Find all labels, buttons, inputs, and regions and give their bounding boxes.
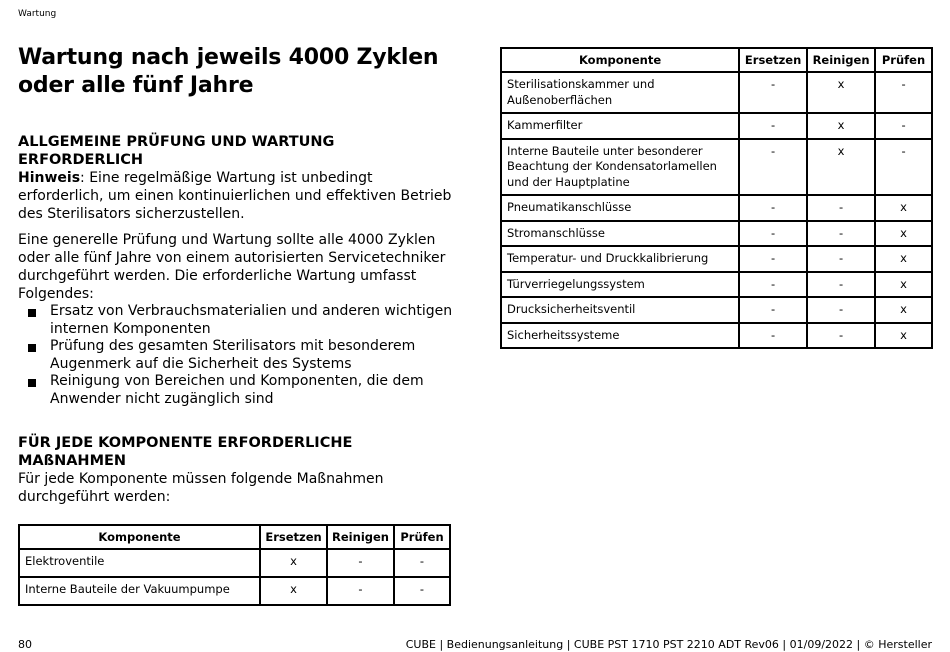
- action-mark-cell: -: [875, 113, 932, 139]
- action-mark-cell: -: [739, 139, 807, 196]
- component-name-cell: Pneumatikanschlüsse: [501, 195, 739, 221]
- note-text: : Eine regelmäßige Wartung ist unbedingt erforderlich, um einen kontinuierlichen und effektiven Betrieb des Sterilisators sicherzustellen.: [18, 170, 452, 222]
- component-name-cell: Türverriegelungssystem: [501, 272, 739, 298]
- action-mark-cell: x: [875, 195, 932, 221]
- table-row: [501, 272, 932, 298]
- action-mark-cell: -: [807, 221, 875, 247]
- note-label: Hinweis: [18, 170, 81, 186]
- action-mark-cell: x: [260, 577, 327, 605]
- table-body: [19, 549, 450, 605]
- col-header-replace: Ersetzen: [260, 525, 327, 549]
- col-header-check: Prüfen: [875, 48, 932, 72]
- action-mark-cell: -: [739, 72, 807, 113]
- action-mark-cell: -: [327, 577, 394, 605]
- action-mark-cell: x: [807, 72, 875, 113]
- action-mark-cell: x: [875, 221, 932, 247]
- action-mark-cell: -: [394, 577, 450, 605]
- action-mark-cell: -: [739, 323, 807, 349]
- action-mark-cell: x: [260, 549, 327, 577]
- table-row: [501, 139, 932, 196]
- table-row: [501, 323, 932, 349]
- list-item: [50, 303, 453, 338]
- running-header: Wartung: [18, 9, 57, 19]
- action-mark-cell: -: [807, 246, 875, 272]
- component-name-cell: Sicherheitssysteme: [501, 323, 739, 349]
- col-header-replace: Ersetzen: [739, 48, 807, 72]
- action-mark-cell: -: [739, 246, 807, 272]
- action-mark-cell: -: [875, 72, 932, 113]
- col-header-clean: Reinigen: [327, 525, 394, 549]
- bullet-square-icon: [28, 344, 36, 352]
- action-mark-cell: -: [739, 272, 807, 298]
- action-mark-cell: -: [739, 113, 807, 139]
- page-number: 80: [18, 638, 32, 651]
- action-mark-cell: -: [807, 297, 875, 323]
- bullet-square-icon: [28, 309, 36, 317]
- table-row: [501, 113, 932, 139]
- component-table-right: [500, 47, 933, 349]
- table-row: [501, 246, 932, 272]
- list-item-text: Prüfung des gesamten Sterilisators mit besonderem Augenmerk auf die Sicherheit des Systems: [50, 338, 416, 372]
- col-header-check: Prüfen: [394, 525, 450, 549]
- action-mark-cell: x: [807, 139, 875, 196]
- table-row: [19, 549, 450, 577]
- col-header-clean: Reinigen: [807, 48, 875, 72]
- table-row: [19, 577, 450, 605]
- list-item: [50, 373, 453, 408]
- table-row: [501, 297, 932, 323]
- action-mark-cell: x: [875, 297, 932, 323]
- component-name-cell: Sterilisationskammer und Außenoberflächen: [501, 72, 739, 113]
- table-row: [501, 72, 932, 113]
- component-name-cell: Elektroventile: [19, 549, 260, 577]
- table-header-row: [501, 48, 932, 72]
- action-mark-cell: x: [875, 272, 932, 298]
- component-name-cell: Temperatur- und Druckkalibrierung: [501, 246, 739, 272]
- components-intro: Für jede Komponente müssen folgende Maßnahmen durchgeführt werden:: [18, 471, 384, 505]
- component-name-cell: Kammerfilter: [501, 113, 739, 139]
- list-item: [50, 338, 453, 373]
- col-header-component: Komponente: [19, 525, 260, 549]
- action-mark-cell: x: [807, 113, 875, 139]
- section-heading-components: FÜR JEDE KOMPONENTE ERFORDERLICHE MAßNAHMEN: [18, 435, 353, 469]
- list-item-text: Ersatz von Verbrauchsmaterialien und anderen wichtigen internen Komponenten: [50, 303, 453, 337]
- page-title: Wartung nach jeweils 4000 Zyklen oder alle fünf Jahre: [18, 45, 439, 98]
- footer-doc-info: CUBE | Bedienungsanleitung | CUBE PST 1710 PST 2210 ADT Rev06 | 01/09/2022 | © Hersteller: [405, 638, 932, 651]
- component-name-cell: Interne Bauteile der Vakuumpumpe: [19, 577, 260, 605]
- bullet-square-icon: [28, 379, 36, 387]
- maintenance-paragraph: Eine generelle Prüfung und Wartung sollte alle 4000 Zyklen oder alle fünf Jahre von einem autorisierten Servicetechniker durchgeführt werden. Die erforderliche Wartung umfasst Folgendes:: [18, 232, 446, 302]
- note-paragraph: [18, 169, 453, 223]
- component-name-cell: Drucksicherheitsventil: [501, 297, 739, 323]
- maintenance-list: [18, 303, 453, 408]
- left-column: [18, 44, 453, 606]
- component-name-cell: Stromanschlüsse: [501, 221, 739, 247]
- action-mark-cell: -: [739, 195, 807, 221]
- component-table-small: [18, 524, 451, 606]
- action-mark-cell: x: [875, 246, 932, 272]
- table-row: [501, 195, 932, 221]
- component-name-cell: Interne Bauteile unter besonderer Beachtung der Kondensatorlamellen und der Hauptplatine: [501, 139, 739, 196]
- table-header-row: [19, 525, 450, 549]
- action-mark-cell: -: [807, 272, 875, 298]
- action-mark-cell: -: [394, 549, 450, 577]
- table-row: [501, 221, 932, 247]
- action-mark-cell: -: [807, 323, 875, 349]
- action-mark-cell: -: [739, 221, 807, 247]
- action-mark-cell: x: [875, 323, 932, 349]
- list-item-text: Reinigung von Bereichen und Komponenten, die dem Anwender nicht zugänglich sind: [50, 373, 424, 407]
- action-mark-cell: -: [807, 195, 875, 221]
- action-mark-cell: -: [875, 139, 932, 196]
- action-mark-cell: -: [739, 297, 807, 323]
- section-heading-general: ALLGEMEINE PRÜFUNG UND WARTUNG ERFORDERLICH: [18, 134, 335, 168]
- action-mark-cell: -: [327, 549, 394, 577]
- table-body: [501, 72, 932, 348]
- col-header-component: Komponente: [501, 48, 739, 72]
